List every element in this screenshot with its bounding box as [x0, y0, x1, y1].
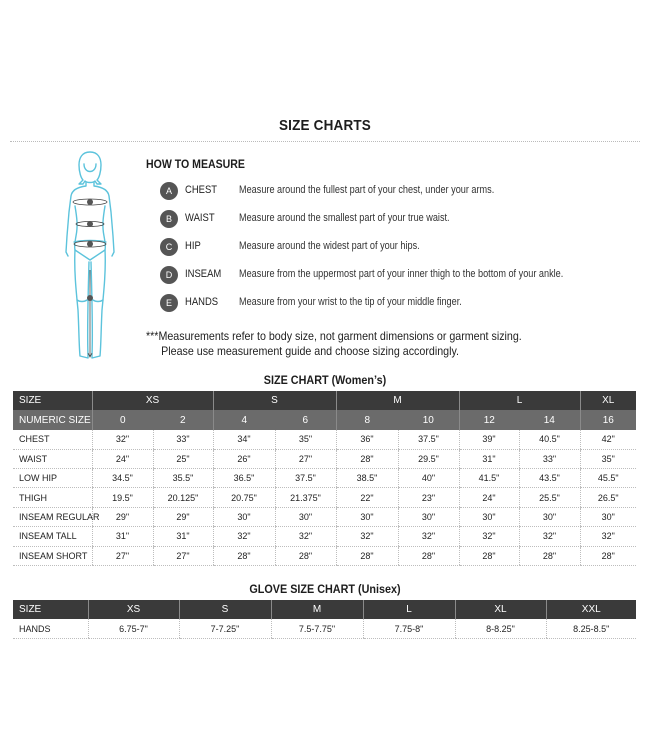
row-label: CHEST — [13, 430, 92, 449]
size-header-cell: XL — [580, 391, 636, 410]
table-row — [13, 488, 636, 507]
table-cell: 32" — [275, 527, 336, 546]
table-cell: 28" — [398, 546, 459, 565]
table-cell: 30" — [459, 507, 519, 526]
measure-item — [160, 182, 630, 200]
womens-size-table — [13, 391, 636, 566]
table-cell: 8-8.25" — [455, 619, 546, 638]
table-row — [13, 619, 636, 638]
table-cell: 23" — [398, 488, 459, 507]
table-cell: 30" — [398, 507, 459, 526]
table-cell: 28" — [213, 546, 275, 565]
measure-badge: A — [160, 182, 178, 200]
table-cell: 29" — [92, 507, 153, 526]
numeric-size-label: NUMERIC SIZE — [13, 410, 92, 429]
measure-badge: C — [160, 238, 178, 256]
table-cell: 30" — [336, 507, 398, 526]
table-cell: 26" — [213, 449, 275, 468]
table-cell: 28" — [275, 546, 336, 565]
table-cell: 30" — [213, 507, 275, 526]
table-cell: 32" — [92, 430, 153, 449]
table-cell: 28" — [580, 546, 636, 565]
table-cell: 31" — [92, 527, 153, 546]
table-cell: 7-7.25" — [179, 619, 271, 638]
measure-name: CHEST — [185, 184, 218, 196]
measure-item — [160, 294, 630, 312]
table-cell: 25.5" — [519, 488, 580, 507]
table-cell: 36.5" — [213, 469, 275, 488]
measure-name: INSEAM — [185, 268, 222, 280]
table-cell: 38.5" — [336, 469, 398, 488]
numeric-size-cell: 12 — [459, 410, 519, 429]
measurement-note — [146, 329, 522, 359]
glove-size-label: SIZE — [13, 600, 88, 619]
table-cell: 29" — [153, 507, 213, 526]
table-cell: 32" — [213, 527, 275, 546]
how-to-measure-title: HOW TO MEASURE — [146, 157, 245, 171]
note-line-2: Please use measurement guide and choose sizing accordingly. — [161, 344, 459, 358]
table-cell: 30" — [580, 507, 636, 526]
table-cell: 30" — [519, 507, 580, 526]
measure-description: Measure from your wrist to the tip of your middle finger. — [239, 296, 462, 308]
table-cell: 32" — [336, 527, 398, 546]
table-row — [13, 527, 636, 546]
row-label: INSEAM TALL — [13, 527, 92, 546]
table-cell: 34.5" — [92, 469, 153, 488]
table-cell: 31" — [153, 527, 213, 546]
table-cell: 40" — [398, 469, 459, 488]
table-cell: 29.5" — [398, 449, 459, 468]
size-header-cell: M — [336, 391, 459, 410]
measure-description: Measure from the uppermost part of your inner thigh to the bottom of your ankle. — [239, 268, 564, 280]
size-header-cell: S — [213, 391, 336, 410]
glove-size-header-cell: S — [179, 600, 271, 619]
table-cell: 6.75-7" — [88, 619, 179, 638]
table-cell: 7.75-8" — [363, 619, 455, 638]
numeric-size-cell: 8 — [336, 410, 398, 429]
size-header-cell: L — [459, 391, 580, 410]
numeric-size-cell: 14 — [519, 410, 580, 429]
numeric-size-cell: 16 — [580, 410, 636, 429]
table-cell: 43.5" — [519, 469, 580, 488]
table-cell: 35" — [275, 430, 336, 449]
table-cell: 7.5-7.75" — [271, 619, 363, 638]
size-header-row — [13, 391, 636, 410]
table-cell: 35.5" — [153, 469, 213, 488]
measure-item — [160, 210, 630, 228]
table-cell: 31" — [459, 449, 519, 468]
glove-size-header-cell: XS — [88, 600, 179, 619]
table-cell: 30" — [275, 507, 336, 526]
measure-item — [160, 266, 630, 284]
table-cell: 33" — [153, 430, 213, 449]
table-cell: 42" — [580, 430, 636, 449]
numeric-size-cell: 10 — [398, 410, 459, 429]
table-cell: 26.5" — [580, 488, 636, 507]
table-cell: 36" — [336, 430, 398, 449]
womens-chart-title: SIZE CHART (Women’s) — [263, 373, 387, 387]
table-cell: 28" — [336, 449, 398, 468]
row-label: INSEAM REGULAR — [13, 507, 92, 526]
measure-description: Measure around the widest part of your hips. — [239, 240, 420, 252]
table-cell: 34" — [213, 430, 275, 449]
row-label: WAIST — [13, 449, 92, 468]
measure-item — [160, 238, 630, 256]
table-cell: 28" — [459, 546, 519, 565]
table-cell: 27" — [153, 546, 213, 565]
table-cell: 27" — [275, 449, 336, 468]
table-row — [13, 507, 636, 526]
table-cell: 8.25-8.5" — [546, 619, 636, 638]
numeric-size-cell: 2 — [153, 410, 213, 429]
body-measurement-figure-icon — [58, 150, 122, 368]
glove-row-label: HANDS — [13, 619, 88, 638]
table-cell: 25" — [153, 449, 213, 468]
table-row — [13, 546, 636, 565]
row-label: LOW HIP — [13, 469, 92, 488]
measure-description: Measure around the smallest part of your true waist. — [239, 212, 450, 224]
table-row — [13, 449, 636, 468]
table-row — [13, 430, 636, 449]
numeric-size-cell: 0 — [92, 410, 153, 429]
numeric-size-row — [13, 410, 636, 429]
measure-badge: B — [160, 210, 178, 228]
row-label: THIGH — [13, 488, 92, 507]
table-cell: 19.5" — [92, 488, 153, 507]
table-cell: 32" — [580, 527, 636, 546]
table-cell: 24" — [92, 449, 153, 468]
table-cell: 28" — [336, 546, 398, 565]
table-cell: 21.375" — [275, 488, 336, 507]
table-cell: 37.5" — [398, 430, 459, 449]
table-cell: 40.5" — [519, 430, 580, 449]
table-cell: 27" — [92, 546, 153, 565]
note-line-1: ***Measurements refer to body size, not garment dimensions or garment sizing. — [146, 329, 522, 343]
numeric-size-cell: 6 — [275, 410, 336, 429]
table-cell: 20.75" — [213, 488, 275, 507]
glove-chart-title: GLOVE SIZE CHART (Unisex) — [249, 582, 401, 596]
row-label: INSEAM SHORT — [13, 546, 92, 565]
size-label: SIZE — [13, 391, 92, 410]
table-cell: 45.5" — [580, 469, 636, 488]
table-cell: 28" — [519, 546, 580, 565]
table-cell: 24" — [459, 488, 519, 507]
table-cell: 41.5" — [459, 469, 519, 488]
table-cell: 20.125" — [153, 488, 213, 507]
glove-size-header-cell: XL — [455, 600, 546, 619]
title-divider — [10, 141, 640, 142]
table-cell: 32" — [519, 527, 580, 546]
table-cell: 32" — [459, 527, 519, 546]
measure-description: Measure around the fullest part of your chest, under your arms. — [239, 184, 495, 196]
table-cell: 37.5" — [275, 469, 336, 488]
measure-badge: D — [160, 266, 178, 284]
glove-size-header-cell: L — [363, 600, 455, 619]
page-title: SIZE CHARTS — [279, 117, 371, 134]
measure-name: HIP — [185, 240, 201, 252]
glove-size-header-cell: M — [271, 600, 363, 619]
size-header-cell: XS — [92, 391, 213, 410]
glove-size-table — [13, 600, 636, 639]
table-cell: 22" — [336, 488, 398, 507]
table-cell: 39" — [459, 430, 519, 449]
measure-name: HANDS — [185, 296, 219, 308]
numeric-size-cell: 4 — [213, 410, 275, 429]
table-cell: 32" — [398, 527, 459, 546]
glove-size-header-row — [13, 600, 636, 619]
measure-name: WAIST — [185, 212, 215, 224]
measure-badge: E — [160, 294, 178, 312]
glove-size-header-cell: XXL — [546, 600, 636, 619]
table-cell: 33" — [519, 449, 580, 468]
table-cell: 35" — [580, 449, 636, 468]
table-row — [13, 469, 636, 488]
